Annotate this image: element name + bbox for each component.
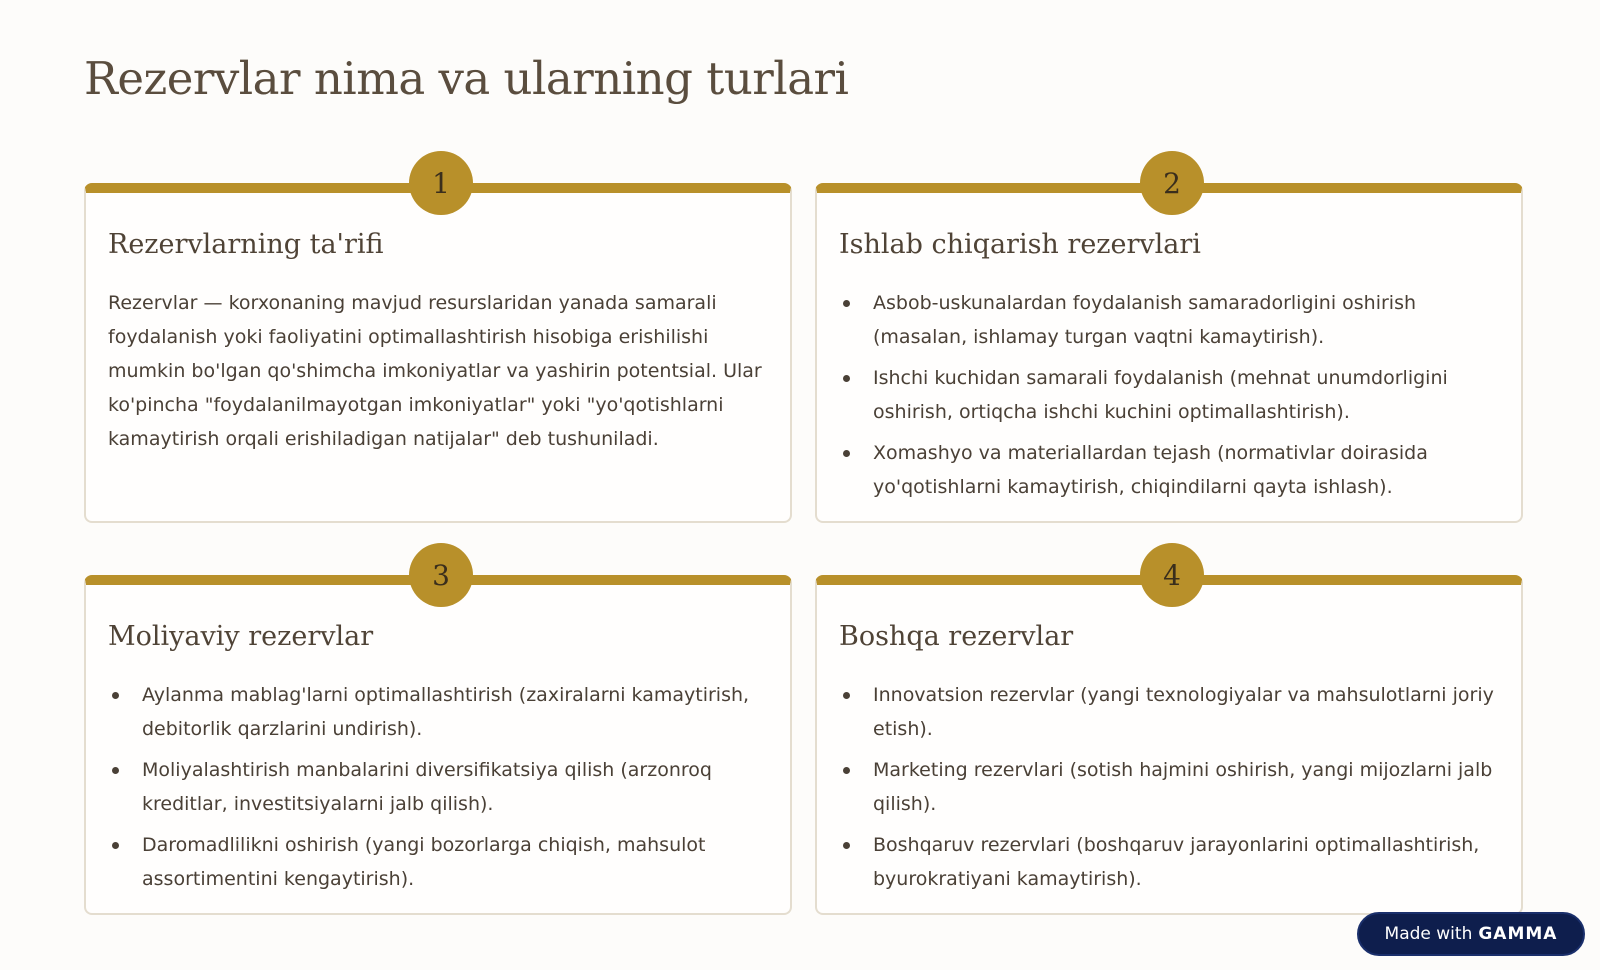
list-item: Moliyalashtirish manbalarini diversifikatsiya qilish (arzonroq kreditlar, investitsiyalarni jalb qilish). <box>108 753 774 821</box>
list-item: Marketing rezervlari (sotish hajmini oshirish, yangi mijozlarni jalb qilish). <box>839 753 1505 821</box>
gamma-logo: GAMMA <box>1478 924 1558 944</box>
bullet-list <box>839 286 1505 511</box>
list-item: Daromadlilikni oshirish (yangi bozorlarga chiqish, mahsulot assortimentini kengaytirish). <box>108 828 774 896</box>
card-financial-reserves <box>84 558 792 915</box>
card-number-badge: 1 <box>409 151 473 215</box>
bullet-list <box>108 678 774 903</box>
card-title: Rezervlarning ta'rifi <box>108 229 384 260</box>
list-item: Innovatsion rezervlar (yangi texnologiyalar va mahsulotlarni joriy etish). <box>839 678 1505 746</box>
list-item: Xomashyo va materiallardan tejash (normativlar doirasida yo'qotishlarni kamaytirish, chiqindilarni qayta ishlash). <box>839 436 1505 504</box>
card-other-reserves <box>815 558 1523 915</box>
card-title: Ishlab chiqarish rezervlari <box>839 229 1201 260</box>
card-number-badge: 4 <box>1140 543 1204 607</box>
list-item: Aylanma mablag'larni optimallashtirish (zaxiralarni kamaytirish, debitorlik qarzlarini undirish). <box>108 678 774 746</box>
made-with-label: Made with <box>1384 924 1473 944</box>
made-with-gamma-badge[interactable] <box>1357 912 1585 956</box>
page-title: Rezervlar nima va ularning turlari <box>84 52 849 105</box>
card-title: Boshqa rezervlar <box>839 621 1074 652</box>
card-description: Rezervlar — korxonaning mavjud resurslaridan yanada samarali foydalanish yoki faoliyatini optimallashtirish hisobiga erishilishi mumkin bo'lgan qo'shimcha imkoniyatlar va yashirin potentsial. Ular ko'pincha "foydalanilmayotgan imkoniyatlar" yoki "yo'qotishlarni kamaytirish orqali erishiladigan natijalar" deb tushuniladi. <box>108 292 762 450</box>
card-title: Moliyaviy rezervlar <box>108 621 374 652</box>
list-item: Asbob-uskunalardan foydalanish samaradorligini oshirish (masalan, ishlamay turgan vaqtni kamaytirish). <box>839 286 1505 354</box>
card-production-reserves <box>815 166 1523 523</box>
list-item: Ishchi kuchidan samarali foydalanish (mehnat unumdorligini oshirish, ortiqcha ishchi kuchini optimallashtirish). <box>839 361 1505 429</box>
card-number-badge: 2 <box>1140 151 1204 215</box>
list-item: Boshqaruv rezervlari (boshqaruv jarayonlarini optimallashtirish, byurokratiyani kamaytirish). <box>839 828 1505 896</box>
bullet-list <box>839 678 1505 903</box>
card-number-badge: 3 <box>409 543 473 607</box>
card-definition <box>84 166 792 523</box>
